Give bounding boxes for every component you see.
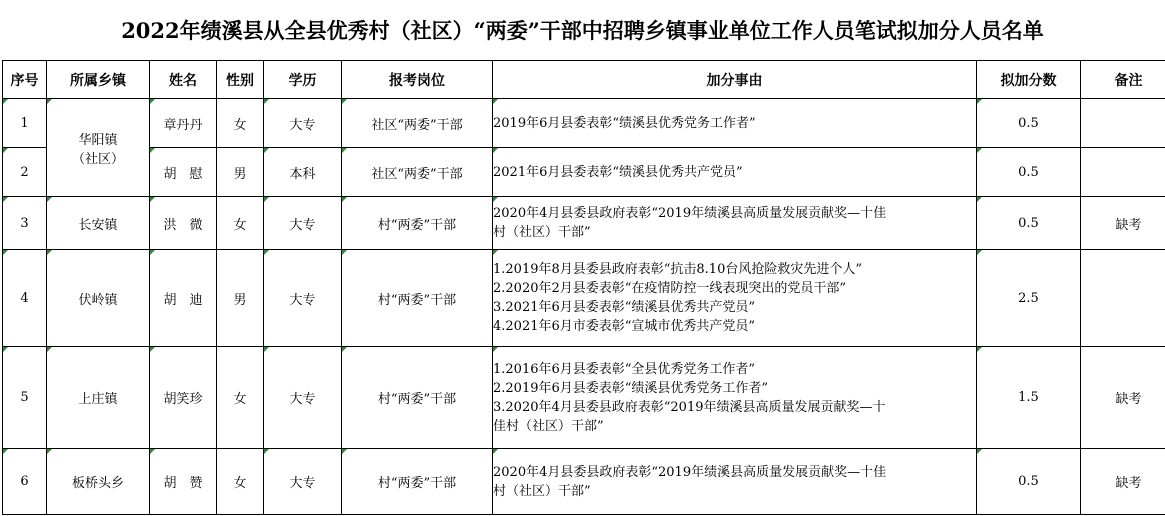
- cell-name: 胡笑珍: [150, 347, 217, 449]
- cell-reason: [493, 449, 977, 515]
- header-note: 备注: [1081, 61, 1165, 99]
- table-row: [3, 449, 1165, 515]
- cell-no: 1: [3, 99, 47, 148]
- cell-education: 本科: [264, 148, 342, 197]
- reason-text: 2019年6月县委表彰“绩溪县优秀党务工作者”: [493, 115, 756, 131]
- cell-score: 2.5: [977, 250, 1081, 347]
- cell-reason: [493, 347, 977, 449]
- table-row: [3, 148, 1165, 197]
- header-no: 序号: [3, 61, 47, 99]
- cell-gender: 女: [217, 347, 264, 449]
- cell-town: [47, 99, 150, 197]
- cell-no: 2: [3, 148, 47, 197]
- cell-town: 长安镇: [47, 197, 150, 250]
- cell-name: 胡 赞: [150, 449, 217, 515]
- header-name: 姓名: [150, 61, 217, 99]
- cell-education: 大专: [264, 197, 342, 250]
- cell-post: 社区“两委”干部: [342, 99, 493, 148]
- cell-no: 5: [3, 347, 47, 449]
- reason-text: 2020年4月县委县政府表彰“2019年绩溪县高质量发展贡献奖—十佳 村（社区）干部”: [493, 206, 887, 240]
- cell-name: 洪 微: [150, 197, 217, 250]
- cell-post: 社区“两委”干部: [342, 148, 493, 197]
- reason-text: 2020年4月县委县政府表彰“2019年绩溪县高质量发展贡献奖—十佳 村（社区）干部”: [493, 464, 887, 499]
- cell-name: 胡 迪: [150, 250, 217, 347]
- cell-note: 缺考: [1081, 347, 1165, 449]
- cell-education: 大专: [264, 99, 342, 148]
- cell-score: 1.5: [977, 347, 1081, 449]
- cell-note: [1081, 250, 1165, 347]
- cell-post: 村“两委”干部: [342, 347, 493, 449]
- header-row: [3, 61, 1165, 99]
- cell-gender: 女: [217, 99, 264, 148]
- cell-education: 大专: [264, 449, 342, 515]
- cell-gender: 女: [217, 197, 264, 250]
- table-row: [3, 250, 1165, 347]
- table-row: [3, 99, 1165, 148]
- table-row: [3, 197, 1165, 250]
- town-label: 华阳镇 （社区）: [71, 132, 124, 167]
- cell-note: [1081, 148, 1165, 197]
- header-gender: 性别: [217, 61, 264, 99]
- cell-post: 村“两委”干部: [342, 449, 493, 515]
- cell-post: 村“两委”干部: [342, 197, 493, 250]
- cell-reason: [493, 148, 977, 197]
- cell-education: 大专: [264, 250, 342, 347]
- cell-note: 缺考: [1081, 449, 1165, 515]
- cell-gender: 男: [217, 250, 264, 347]
- cell-name: 胡 慰: [150, 148, 217, 197]
- cell-reason: [493, 99, 977, 148]
- cell-town: 上庄镇: [47, 347, 150, 449]
- cell-town: 板桥头乡: [47, 449, 150, 515]
- candidate-table: [2, 60, 1165, 515]
- cell-no: 6: [3, 449, 47, 515]
- cell-score: 0.5: [977, 197, 1081, 250]
- header-post: 报考岗位: [342, 61, 493, 99]
- table-row: [3, 347, 1165, 449]
- cell-town: 伏岭镇: [47, 250, 150, 347]
- cell-note: [1081, 99, 1165, 148]
- reason-text: 2021年6月县委表彰“绩溪县优秀共产党员”: [493, 164, 743, 180]
- cell-note: 缺考: [1081, 197, 1165, 250]
- cell-score: 0.5: [977, 449, 1081, 515]
- reason-text: 1.2016年6月县委表彰“全县优秀党务工作者” 2.2019年6月县委表彰“绩溪县优秀党务工作者” 3.2020年4月县委县政府表彰“2019年绩溪县高质量发展贡献奖—十 佳村（社区）干部”: [493, 361, 886, 434]
- cell-no: 3: [3, 197, 47, 250]
- cell-no: 4: [3, 250, 47, 347]
- cell-name: 章丹丹: [150, 99, 217, 148]
- cell-education: 大专: [264, 347, 342, 449]
- cell-reason: [493, 250, 977, 347]
- cell-reason: [493, 197, 977, 250]
- cell-gender: 女: [217, 449, 264, 515]
- page-title: 2022年绩溪县从全县优秀村（社区）“两委”干部中招聘乡镇事业单位工作人员笔试拟加分人员名单: [121, 18, 1044, 43]
- header-reason: 加分事由: [493, 61, 977, 99]
- cell-score: 0.5: [977, 148, 1081, 197]
- header-education: 学历: [264, 61, 342, 99]
- header-town: 所属乡镇: [47, 61, 150, 99]
- cell-post: 村“两委”干部: [342, 250, 493, 347]
- cell-gender: 男: [217, 148, 264, 197]
- cell-score: 0.5: [977, 99, 1081, 148]
- header-score: 拟加分数: [977, 61, 1081, 99]
- reason-text: 1.2019年8月县委县政府表彰“抗击8.10台风抢险救灾先进个人” 2.2020年2月县委表彰“在疫情防控一线表现突出的党员干部” 3.2021年6月县委表彰“绩溪县优秀共产党员” 4.2021年6月市委表彰“宣城市优秀共产党员”: [493, 262, 862, 334]
